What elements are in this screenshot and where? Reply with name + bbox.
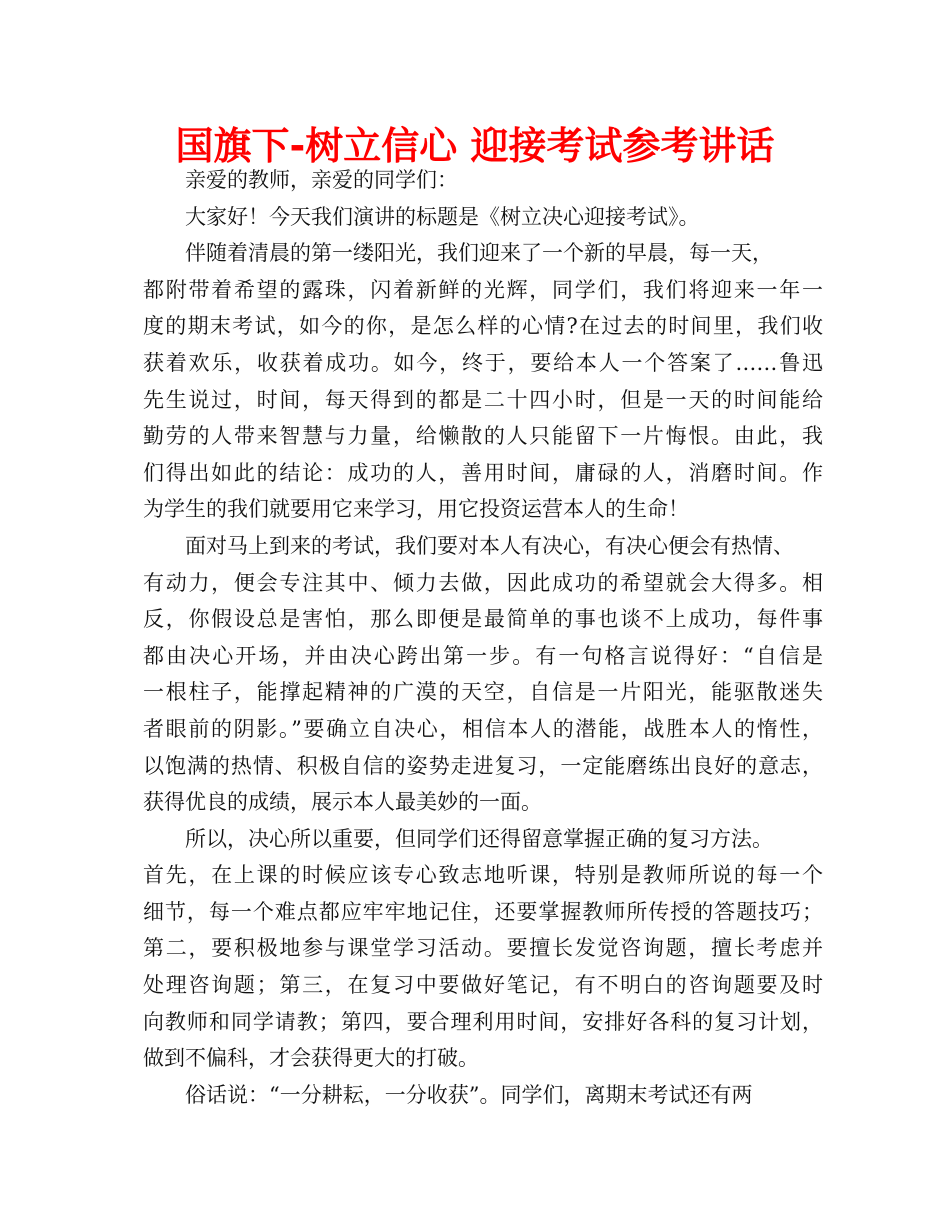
paragraph-2-line-2: 有动力，便会专注其中、倾力去做，因此成功的希望就会大得多。相 — [143, 570, 823, 595]
paragraph-3-line-2: 首先，在上课的时候应该专心致志地听课，特别是教师所说的每一个 — [143, 863, 823, 888]
greeting-line: 大家好！今天我们演讲的标题是《树立决心迎接考试》。 — [185, 204, 700, 229]
paragraph-3-line-4: 第二，要积极地参与课堂学习活动。要擅长发觉咨询题，擅长考虑并 — [143, 936, 823, 961]
paragraph-2-line-3: 反，你假设总是害怕，那么即便是最简单的事也谈不上成功，每件事 — [143, 607, 823, 632]
paragraph-2-line-1: 面对马上到来的考试，我们要对本人有决心，有决心便会有热情、 — [185, 533, 794, 558]
paragraph-1-line-7: 们得出如此的结论：成功的人，善用时间，庸碌的人，消磨时间。作 — [143, 460, 823, 485]
paragraph-3-line-3: 细节，每一个难点都应牢牢地记住，还要掌握教师所传授的答题技巧； — [143, 899, 823, 924]
paragraph-3-line-1: 所以，决心所以重要，但同学们还得留意掌握正确的复习方法。 — [185, 826, 773, 851]
paragraph-1-line-1: 伴随着清晨的第一缕阳光，我们迎来了一个新的早晨，每一天， — [185, 241, 773, 266]
paragraph-1-line-3: 度的期末考试，如今的你，是怎么样的心情?在过去的时间里，我们收 — [143, 314, 823, 339]
paragraph-1-line-5: 先生说过，时间，每天得到的都是二十四小时，但是一天的时间能给 — [143, 387, 823, 412]
paragraph-2-line-5: 一根柱子，能撑起精神的广漠的天空，自信是一片阳光，能驱散迷失 — [143, 680, 823, 705]
paragraph-1-line-4: 获着欢乐，收获着成功。如今，终于，要给本人一个答案了……鲁迅 — [143, 350, 823, 375]
paragraph-2-line-4: 都由决心开场，并由决心跨出第一步。有一句格言说得好：“自信是 — [143, 643, 823, 668]
paragraph-2-line-8: 获得优良的成绩，展示本人最美妙的一面。 — [143, 790, 542, 815]
paragraph-3-line-6: 向教师和同学请教；第四，要合理利用时间，安排好各科的复习计划， — [143, 1009, 823, 1034]
paragraph-3-line-5: 处理咨询题；第三，在复习中要做好笔记，有不明白的咨询题要及时 — [143, 973, 823, 998]
salutation-line: 亲爱的教师，亲爱的同学们： — [185, 168, 458, 192]
document-title: 国旗下-树立信心 迎接考试参考讲话 — [175, 124, 775, 168]
paragraph-3-line-7: 做到不偏科，才会获得更大的打破。 — [143, 1046, 479, 1071]
paragraph-1-line-2: 都附带着希望的露珠，闪着新鲜的光辉，同学们，我们将迎来一年一 — [143, 277, 823, 302]
paragraph-4-line-1: 俗话说：“一分耕耘，一分收获”。同学们，离期末考试还有两 — [185, 1082, 753, 1107]
paragraph-2-line-6: 者眼前的阴影。”要确立自决心，相信本人的潜能，战胜本人的惰性， — [143, 716, 823, 741]
paragraph-2-line-7: 以饱满的热情、积极自信的姿势走进复习，一定能磨练出良好的意志， — [143, 753, 823, 778]
paragraph-1-line-8: 为学生的我们就要用它来学习，用它投资运营本人的生命！ — [143, 497, 689, 522]
document-body — [143, 162, 823, 1113]
paragraph-1-line-6: 勤劳的人带来智慧与力量，给懒散的人只能留下一片悔恨。由此，我 — [143, 424, 823, 449]
